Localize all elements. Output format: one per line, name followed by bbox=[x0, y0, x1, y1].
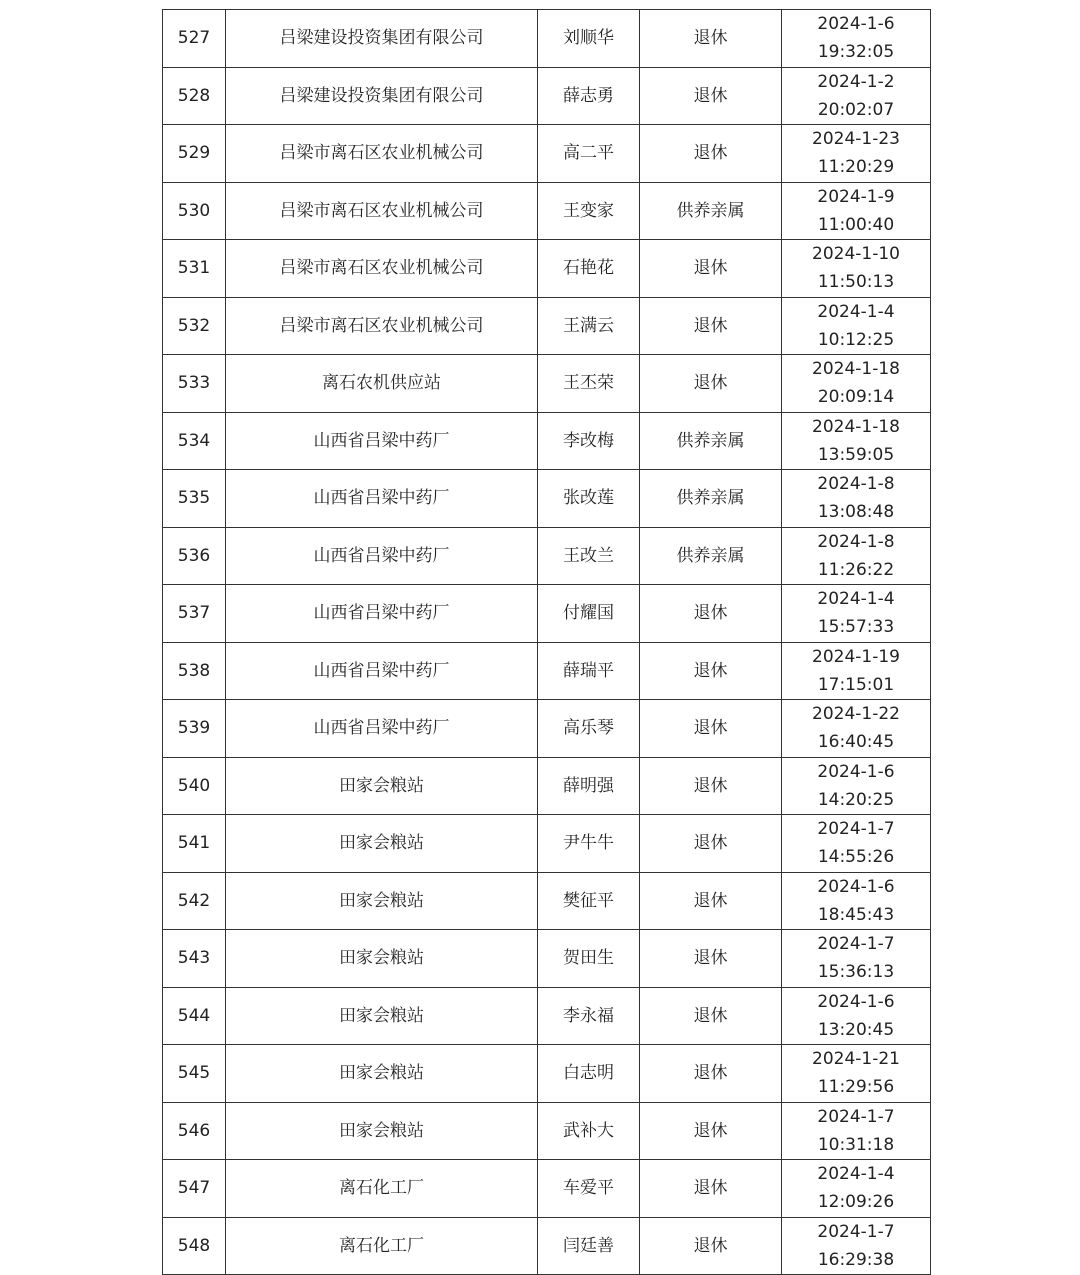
table-body bbox=[163, 10, 931, 1275]
time: 12:09:26 bbox=[817, 1192, 895, 1213]
table-row bbox=[163, 527, 931, 585]
date: 2024-1-4 bbox=[817, 301, 895, 322]
date: 2024-1-23 bbox=[812, 129, 900, 150]
timestamp-cell bbox=[782, 240, 931, 298]
person-name: 李改梅 bbox=[538, 412, 640, 470]
reason: 供养亲属 bbox=[640, 470, 782, 528]
person-name: 薛明强 bbox=[538, 757, 640, 815]
reason: 退休 bbox=[640, 930, 782, 988]
person-name: 车爱平 bbox=[538, 1160, 640, 1218]
date: 2024-1-18 bbox=[812, 359, 900, 380]
table-row bbox=[163, 182, 931, 240]
reason: 退休 bbox=[640, 1160, 782, 1218]
timestamp-cell bbox=[782, 930, 931, 988]
unit-name: 吕梁市离石区农业机械公司 bbox=[226, 182, 538, 240]
person-name: 白志明 bbox=[538, 1045, 640, 1103]
row-number: 544 bbox=[163, 987, 226, 1045]
row-number: 541 bbox=[163, 815, 226, 873]
row-number: 533 bbox=[163, 355, 226, 413]
time: 18:45:43 bbox=[817, 904, 895, 925]
reason: 退休 bbox=[640, 10, 782, 68]
time: 11:00:40 bbox=[817, 214, 895, 235]
unit-name: 山西省吕梁中药厂 bbox=[226, 585, 538, 643]
unit-name: 吕梁建设投资集团有限公司 bbox=[226, 10, 538, 68]
timestamp-cell bbox=[782, 527, 931, 585]
unit-name: 田家会粮站 bbox=[226, 930, 538, 988]
row-number: 527 bbox=[163, 10, 226, 68]
date: 2024-1-21 bbox=[812, 1049, 900, 1070]
unit-name: 田家会粮站 bbox=[226, 1045, 538, 1103]
person-name: 付耀国 bbox=[538, 585, 640, 643]
reason: 退休 bbox=[640, 987, 782, 1045]
reason: 退休 bbox=[640, 1102, 782, 1160]
timestamp-cell bbox=[782, 355, 931, 413]
timestamp-cell bbox=[782, 872, 931, 930]
date: 2024-1-4 bbox=[817, 1164, 895, 1185]
table-row bbox=[163, 1102, 931, 1160]
time: 20:02:07 bbox=[817, 99, 895, 120]
table-row bbox=[163, 872, 931, 930]
time: 11:26:22 bbox=[817, 559, 895, 580]
timestamp-cell bbox=[782, 757, 931, 815]
date: 2024-1-22 bbox=[812, 704, 900, 725]
date: 2024-1-7 bbox=[817, 1221, 895, 1242]
timestamp-cell bbox=[782, 700, 931, 758]
person-name: 薛志勇 bbox=[538, 67, 640, 125]
row-number: 540 bbox=[163, 757, 226, 815]
time: 20:09:14 bbox=[817, 387, 895, 408]
table-row bbox=[163, 1217, 931, 1275]
time: 14:20:25 bbox=[817, 789, 895, 810]
table-row bbox=[163, 987, 931, 1045]
person-name: 薛瑞平 bbox=[538, 642, 640, 700]
person-name: 高二平 bbox=[538, 125, 640, 183]
unit-name: 山西省吕梁中药厂 bbox=[226, 412, 538, 470]
person-name: 高乐琴 bbox=[538, 700, 640, 758]
unit-name: 田家会粮站 bbox=[226, 987, 538, 1045]
time: 13:20:45 bbox=[817, 1019, 895, 1040]
row-number: 543 bbox=[163, 930, 226, 988]
unit-name: 吕梁市离石区农业机械公司 bbox=[226, 297, 538, 355]
time: 13:08:48 bbox=[817, 502, 895, 523]
timestamp-cell bbox=[782, 10, 931, 68]
reason: 退休 bbox=[640, 355, 782, 413]
person-name: 刘顺华 bbox=[538, 10, 640, 68]
row-number: 528 bbox=[163, 67, 226, 125]
reason: 退休 bbox=[640, 1217, 782, 1275]
table-row bbox=[163, 700, 931, 758]
timestamp-cell bbox=[782, 642, 931, 700]
time: 11:29:56 bbox=[817, 1077, 895, 1098]
table-row bbox=[163, 1045, 931, 1103]
table-row bbox=[163, 67, 931, 125]
timestamp-cell bbox=[782, 1217, 931, 1275]
row-number: 546 bbox=[163, 1102, 226, 1160]
unit-name: 吕梁市离石区农业机械公司 bbox=[226, 125, 538, 183]
person-name: 王变家 bbox=[538, 182, 640, 240]
reason: 退休 bbox=[640, 67, 782, 125]
table-row bbox=[163, 815, 931, 873]
reason: 供养亲属 bbox=[640, 527, 782, 585]
table-row bbox=[163, 10, 931, 68]
reason: 退休 bbox=[640, 585, 782, 643]
row-number: 542 bbox=[163, 872, 226, 930]
person-name: 贺田生 bbox=[538, 930, 640, 988]
time: 14:55:26 bbox=[817, 847, 895, 868]
date: 2024-1-4 bbox=[817, 589, 895, 610]
record-table-container bbox=[162, 9, 927, 1275]
table-row bbox=[163, 125, 931, 183]
timestamp-cell bbox=[782, 470, 931, 528]
row-number: 538 bbox=[163, 642, 226, 700]
table-row bbox=[163, 470, 931, 528]
unit-name: 田家会粮站 bbox=[226, 1102, 538, 1160]
person-name: 武补大 bbox=[538, 1102, 640, 1160]
reason: 退休 bbox=[640, 125, 782, 183]
time: 19:32:05 bbox=[817, 42, 895, 63]
unit-name: 吕梁建设投资集团有限公司 bbox=[226, 67, 538, 125]
row-number: 534 bbox=[163, 412, 226, 470]
person-name: 闫廷善 bbox=[538, 1217, 640, 1275]
row-number: 531 bbox=[163, 240, 226, 298]
person-name: 张改莲 bbox=[538, 470, 640, 528]
table-row bbox=[163, 757, 931, 815]
date: 2024-1-6 bbox=[817, 876, 895, 897]
unit-name: 山西省吕梁中药厂 bbox=[226, 527, 538, 585]
timestamp-cell bbox=[782, 182, 931, 240]
timestamp-cell bbox=[782, 125, 931, 183]
row-number: 530 bbox=[163, 182, 226, 240]
person-name: 王满云 bbox=[538, 297, 640, 355]
timestamp-cell bbox=[782, 1102, 931, 1160]
row-number: 539 bbox=[163, 700, 226, 758]
reason: 退休 bbox=[640, 757, 782, 815]
table-row bbox=[163, 355, 931, 413]
unit-name: 离石农机供应站 bbox=[226, 355, 538, 413]
time: 11:50:13 bbox=[817, 272, 895, 293]
table-row bbox=[163, 240, 931, 298]
date: 2024-1-9 bbox=[817, 186, 895, 207]
date: 2024-1-6 bbox=[817, 761, 895, 782]
table-row bbox=[163, 930, 931, 988]
record-table bbox=[162, 9, 931, 1275]
row-number: 535 bbox=[163, 470, 226, 528]
unit-name: 离石化工厂 bbox=[226, 1217, 538, 1275]
row-number: 537 bbox=[163, 585, 226, 643]
timestamp-cell bbox=[782, 815, 931, 873]
date: 2024-1-10 bbox=[812, 244, 900, 265]
timestamp-cell bbox=[782, 297, 931, 355]
time: 13:59:05 bbox=[817, 444, 895, 465]
unit-name: 山西省吕梁中药厂 bbox=[226, 700, 538, 758]
time: 17:15:01 bbox=[817, 674, 895, 695]
date: 2024-1-19 bbox=[812, 646, 900, 667]
date: 2024-1-6 bbox=[817, 14, 895, 35]
reason: 供养亲属 bbox=[640, 412, 782, 470]
reason: 退休 bbox=[640, 700, 782, 758]
person-name: 尹牛牛 bbox=[538, 815, 640, 873]
person-name: 王改兰 bbox=[538, 527, 640, 585]
row-number: 529 bbox=[163, 125, 226, 183]
time: 11:20:29 bbox=[817, 157, 895, 178]
timestamp-cell bbox=[782, 987, 931, 1045]
unit-name: 田家会粮站 bbox=[226, 872, 538, 930]
time: 15:57:33 bbox=[817, 617, 895, 638]
person-name: 石艳花 bbox=[538, 240, 640, 298]
unit-name: 山西省吕梁中药厂 bbox=[226, 642, 538, 700]
person-name: 李永福 bbox=[538, 987, 640, 1045]
date: 2024-1-7 bbox=[817, 1106, 895, 1127]
table-row bbox=[163, 297, 931, 355]
row-number: 548 bbox=[163, 1217, 226, 1275]
date: 2024-1-8 bbox=[817, 531, 895, 552]
unit-name: 吕梁市离石区农业机械公司 bbox=[226, 240, 538, 298]
row-number: 536 bbox=[163, 527, 226, 585]
timestamp-cell bbox=[782, 67, 931, 125]
date: 2024-1-18 bbox=[812, 416, 900, 437]
time: 16:40:45 bbox=[817, 732, 895, 753]
timestamp-cell bbox=[782, 585, 931, 643]
unit-name: 山西省吕梁中药厂 bbox=[226, 470, 538, 528]
date: 2024-1-8 bbox=[817, 474, 895, 495]
reason: 退休 bbox=[640, 642, 782, 700]
timestamp-cell bbox=[782, 1160, 931, 1218]
reason: 退休 bbox=[640, 240, 782, 298]
unit-name: 田家会粮站 bbox=[226, 815, 538, 873]
reason: 退休 bbox=[640, 815, 782, 873]
date: 2024-1-6 bbox=[817, 991, 895, 1012]
reason: 供养亲属 bbox=[640, 182, 782, 240]
time: 10:31:18 bbox=[817, 1134, 895, 1155]
person-name: 樊征平 bbox=[538, 872, 640, 930]
reason: 退休 bbox=[640, 872, 782, 930]
table-row bbox=[163, 1160, 931, 1218]
date: 2024-1-2 bbox=[817, 71, 895, 92]
row-number: 547 bbox=[163, 1160, 226, 1218]
reason: 退休 bbox=[640, 297, 782, 355]
row-number: 545 bbox=[163, 1045, 226, 1103]
table-row bbox=[163, 642, 931, 700]
table-row bbox=[163, 585, 931, 643]
timestamp-cell bbox=[782, 412, 931, 470]
time: 15:36:13 bbox=[817, 962, 895, 983]
row-number: 532 bbox=[163, 297, 226, 355]
time: 10:12:25 bbox=[817, 329, 895, 350]
unit-name: 离石化工厂 bbox=[226, 1160, 538, 1218]
date: 2024-1-7 bbox=[817, 934, 895, 955]
table-row bbox=[163, 412, 931, 470]
time: 16:29:38 bbox=[817, 1249, 895, 1270]
date: 2024-1-7 bbox=[817, 819, 895, 840]
timestamp-cell bbox=[782, 1045, 931, 1103]
person-name: 王丕荣 bbox=[538, 355, 640, 413]
unit-name: 田家会粮站 bbox=[226, 757, 538, 815]
reason: 退休 bbox=[640, 1045, 782, 1103]
